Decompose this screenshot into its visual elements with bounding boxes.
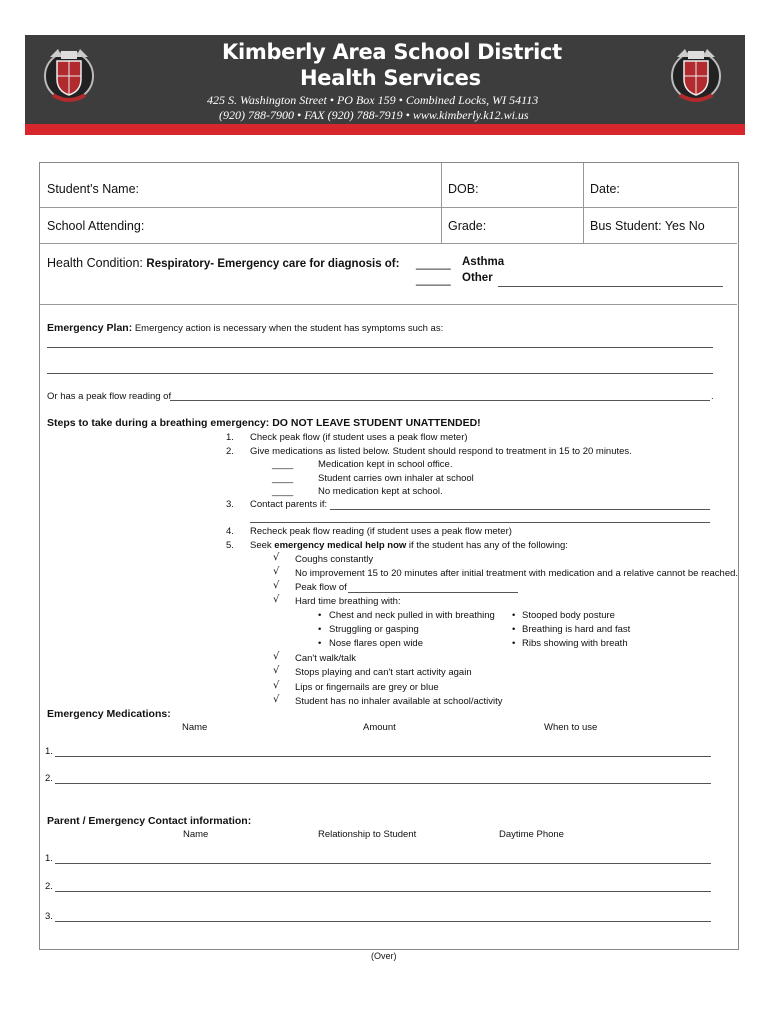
contacts-col-name: Name bbox=[183, 829, 209, 840]
symptom-item: Hard time breathing with: bbox=[295, 596, 401, 607]
step-text bbox=[250, 540, 568, 551]
emergency-plan-text: Emergency action is necessary when the student has symptoms such as: bbox=[134, 323, 444, 334]
medication-location-option: Student carries own inhaler at school bbox=[318, 473, 474, 484]
symptom-item: Can't walk/talk bbox=[295, 653, 356, 664]
contact-row-line[interactable] bbox=[55, 863, 711, 864]
step5-post: if the student has any of the following: bbox=[406, 540, 568, 551]
symptom-item: Peak flow of bbox=[295, 582, 347, 593]
medication-row-line[interactable] bbox=[55, 783, 711, 784]
step-number: 3. bbox=[226, 499, 234, 510]
check-icon: √ bbox=[273, 694, 280, 705]
medications-col-when: When to use bbox=[544, 722, 598, 733]
divider bbox=[40, 207, 737, 208]
district-crest-left-icon bbox=[40, 43, 98, 105]
steps-heading: Steps to take during a breathing emergency: DO NOT LEAVE STUDENT UNATTENDED! bbox=[47, 417, 481, 429]
asthma-option: Asthma bbox=[462, 256, 505, 268]
step-number: 5. bbox=[226, 540, 234, 551]
step-number: 2. bbox=[226, 446, 234, 457]
other-diagnosis-line[interactable] bbox=[498, 286, 723, 287]
symptom-bullet: Stooped body posture bbox=[522, 610, 615, 621]
symptoms-line[interactable] bbox=[47, 347, 713, 348]
district-crest-right-icon bbox=[667, 43, 725, 105]
page-over-note: (Over) bbox=[371, 951, 397, 961]
divider bbox=[583, 163, 584, 243]
step-text: Contact parents if: bbox=[250, 499, 328, 510]
peak-flow-label: Or has a peak flow reading of bbox=[47, 391, 172, 402]
contact-row-line[interactable] bbox=[55, 891, 711, 892]
symptom-bullet: Struggling or gasping bbox=[329, 624, 419, 635]
date-field[interactable]: Date: bbox=[590, 182, 620, 196]
medication-row-number: 1. bbox=[45, 746, 53, 757]
medication-location-blank[interactable]: ____ bbox=[272, 486, 294, 497]
medications-col-amount: Amount bbox=[363, 722, 396, 733]
check-icon: √ bbox=[273, 566, 280, 577]
emergency-plan bbox=[47, 322, 443, 334]
symptom-item: Lips or fingernails are grey or blue bbox=[295, 682, 439, 693]
bullet-icon: • bbox=[512, 610, 516, 621]
district-address: 425 S. Washington Street • PO Box 159 • Combined Locks, WI 54113 bbox=[207, 93, 539, 107]
symptom-bullet: Nose flares open wide bbox=[329, 638, 423, 649]
contacts-col-phone: Daytime Phone bbox=[499, 829, 564, 840]
contact-row-number: 3. bbox=[45, 911, 53, 922]
symptom-item: Coughs constantly bbox=[295, 554, 374, 565]
district-contact: (920) 788-7900 • FAX (920) 788-7919 • www.kimberly.k12.wi.us bbox=[219, 108, 529, 122]
bullet-icon: • bbox=[512, 638, 516, 649]
grade-field[interactable]: Grade: bbox=[448, 219, 487, 233]
peak-flow-threshold-line[interactable] bbox=[348, 592, 518, 593]
peak-flow-line[interactable] bbox=[170, 400, 710, 401]
medication-location-blank[interactable]: ____ bbox=[272, 459, 294, 470]
contact-parents-line[interactable] bbox=[250, 522, 710, 523]
district-title: Kimberly Area School District bbox=[222, 40, 562, 64]
step5-bold: emergency medical help now bbox=[274, 540, 407, 551]
divider bbox=[441, 163, 442, 243]
bullet-icon: • bbox=[318, 638, 322, 649]
divider bbox=[40, 304, 737, 305]
symptom-bullet: Ribs showing with breath bbox=[522, 638, 628, 649]
contact-row-number: 1. bbox=[45, 853, 53, 864]
dob-field[interactable]: DOB: bbox=[448, 182, 479, 196]
check-icon: √ bbox=[273, 594, 280, 605]
bullet-icon: • bbox=[318, 610, 322, 621]
contacts-label: Parent / Emergency Contact information: bbox=[47, 815, 252, 827]
step-number: 4. bbox=[226, 526, 234, 537]
step5-pre: Seek bbox=[250, 540, 275, 551]
symptoms-line[interactable] bbox=[47, 373, 713, 374]
medications-col-name: Name bbox=[182, 722, 208, 733]
school-field[interactable]: School Attending: bbox=[47, 219, 145, 233]
medication-location-option: Medication kept in school office. bbox=[318, 459, 453, 470]
check-icon: √ bbox=[273, 552, 280, 563]
medications-label: Emergency Medications: bbox=[47, 708, 171, 720]
symptom-bullet: Breathing is hard and fast bbox=[522, 624, 631, 635]
emergency-plan-label: Emergency Plan: bbox=[47, 322, 133, 334]
step-number: 1. bbox=[226, 432, 234, 443]
medication-row-number: 2. bbox=[45, 773, 53, 784]
step-text: Recheck peak flow reading (if student uses a peak flow meter) bbox=[250, 526, 512, 537]
medication-row-line[interactable] bbox=[55, 756, 711, 757]
contact-parents-line[interactable] bbox=[330, 509, 710, 510]
student-name-field[interactable]: Student's Name: bbox=[47, 182, 140, 196]
bus-student-field[interactable]: Bus Student: Yes No bbox=[590, 219, 705, 233]
medication-location-blank[interactable]: ____ bbox=[272, 473, 294, 484]
check-icon: √ bbox=[273, 665, 280, 676]
bullet-icon: • bbox=[318, 624, 322, 635]
check-icon: √ bbox=[273, 580, 280, 591]
health-condition-label bbox=[47, 256, 399, 270]
symptom-bullet: Chest and neck pulled in with breathing bbox=[329, 610, 495, 621]
symptom-item: No improvement 15 to 20 minutes after initial treatment with medication and a relative cannot be reached. bbox=[295, 568, 739, 579]
step-text: Give medications as listed below. Student should respond to treatment in 15 to 20 minutes. bbox=[250, 446, 632, 457]
asthma-blank[interactable]: _____ bbox=[416, 256, 451, 270]
divider bbox=[40, 243, 737, 244]
step-text: Check peak flow (if student uses a peak flow meter) bbox=[250, 432, 468, 443]
contacts-col-relationship: Relationship to Student bbox=[318, 829, 417, 840]
peak-flow-end: . bbox=[711, 391, 714, 402]
health-condition-title: Health Condition: bbox=[47, 256, 143, 270]
contact-row-number: 2. bbox=[45, 881, 53, 892]
symptom-item: Student has no inhaler available at school/activity bbox=[295, 696, 503, 707]
other-blank[interactable]: _____ bbox=[416, 272, 451, 286]
check-icon: √ bbox=[273, 680, 280, 691]
bullet-icon: • bbox=[512, 624, 516, 635]
symptom-item: Stops playing and can't start activity again bbox=[295, 667, 472, 678]
medication-location-option: No medication kept at school. bbox=[318, 486, 443, 497]
health-condition-desc: Respiratory- Emergency care for diagnosis of: bbox=[146, 258, 400, 270]
department-title: Health Services bbox=[300, 66, 481, 90]
header-red-stripe bbox=[25, 124, 745, 135]
contact-row-line[interactable] bbox=[55, 921, 711, 922]
other-option: Other bbox=[462, 272, 493, 284]
check-icon: √ bbox=[273, 651, 280, 662]
